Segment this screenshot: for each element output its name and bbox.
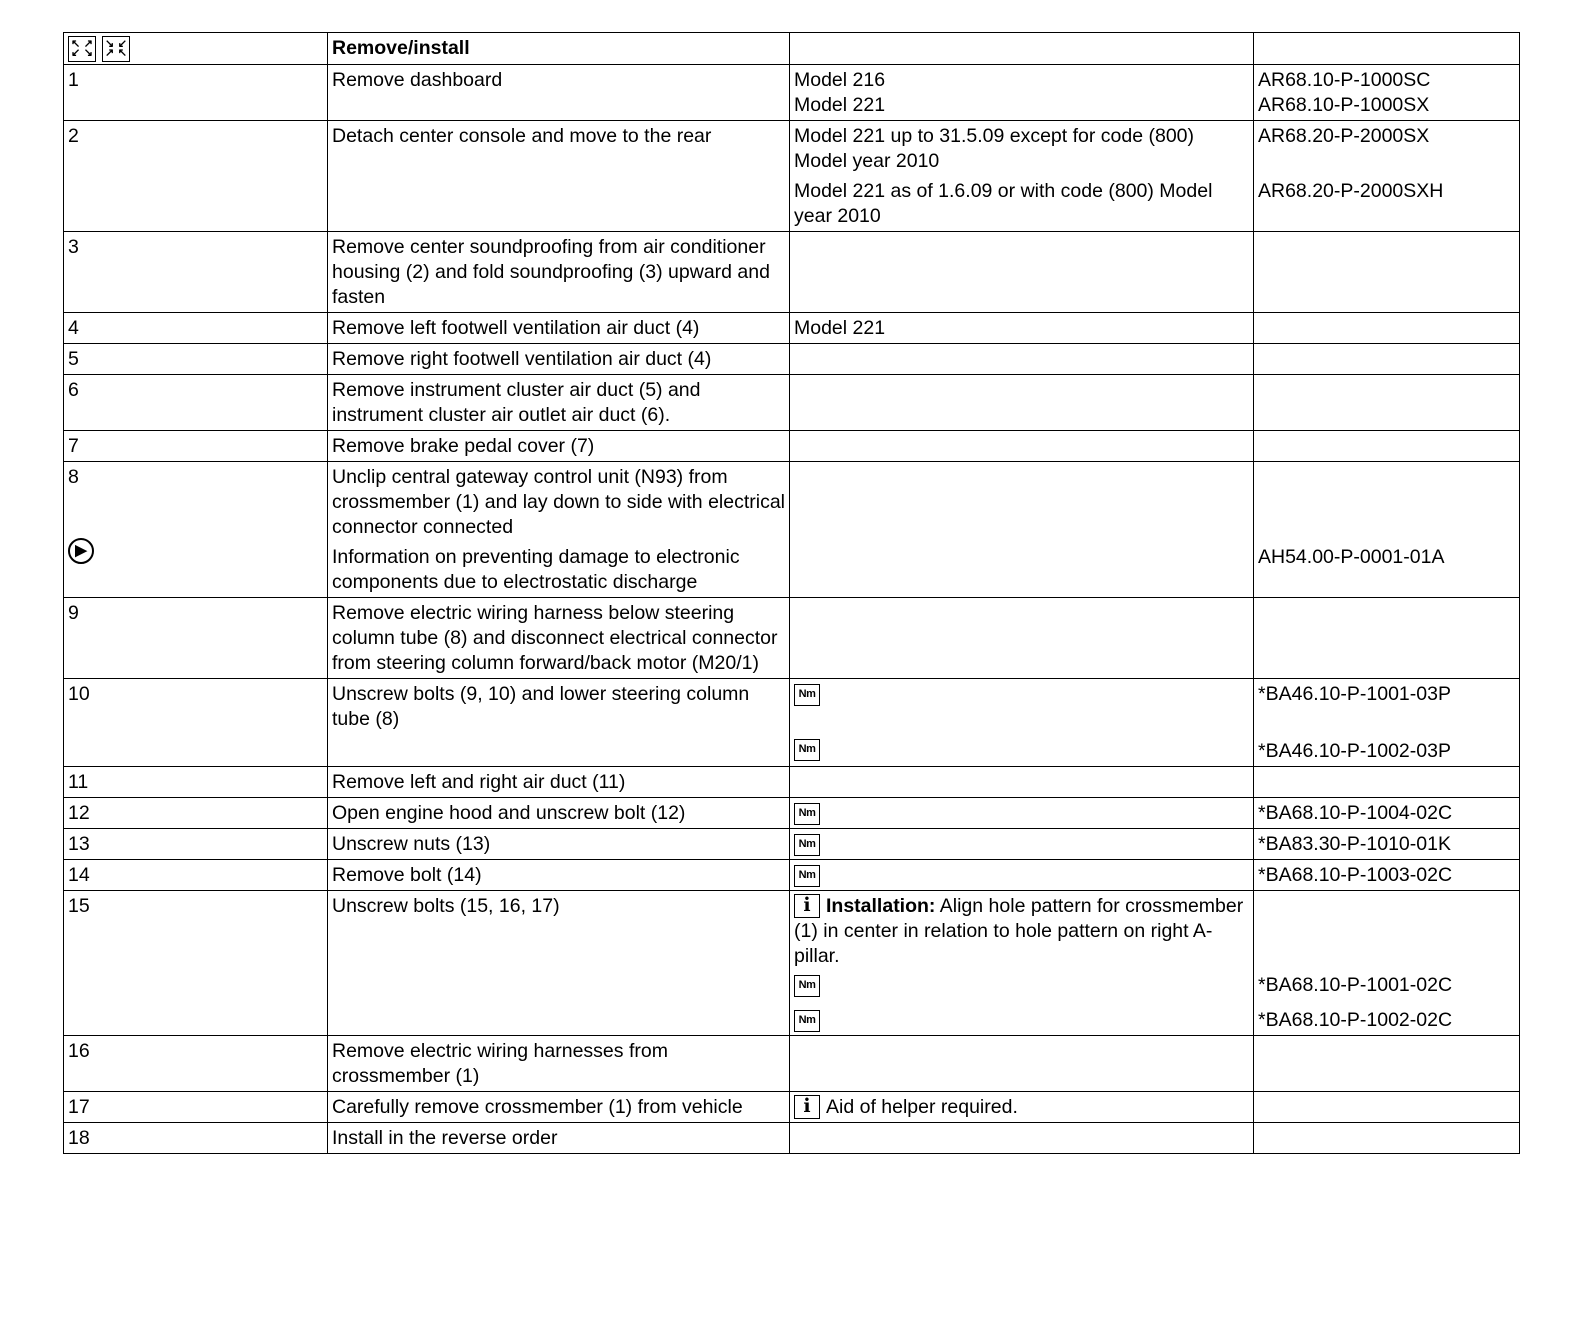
reference-link[interactable]: *BA68.10-P-1004-02C [1254,798,1520,829]
helper-note: Aid of helper required. [826,1096,1018,1118]
step-text: Remove left footwell ventilation air duct (4) [328,313,790,344]
step-text: Unclip central gateway control unit (N93) from crossmember (1) and lay down to side with electrical connector connected [332,466,786,538]
step-text: Remove right footwell ventilation air duct (4) [328,344,790,375]
step-notes [790,767,1254,798]
step-text: Remove bolt (14) [328,860,790,891]
step-refs [1254,313,1520,344]
table-row [64,121,1520,232]
step-refs [1254,679,1520,767]
step-number: 6 [64,375,328,431]
step-number: 8 [68,466,79,488]
step-notes [790,121,1254,232]
table-row [64,891,1520,1036]
step-notes [790,462,1254,598]
step-text: Unscrew nuts (13) [328,829,790,860]
step-text: Remove brake pedal cover (7) [328,431,790,462]
expand-icon[interactable]: ↖ ↗ ↙ ↘ [68,36,96,62]
info-icon: i [794,1095,820,1119]
step-number: 13 [64,829,328,860]
model-note: Model 221 up to 31.5.09 except for code (800) Model year 2010 [794,125,1195,172]
reference-link[interactable]: *BA68.10-P-1001-02C [1258,974,1453,996]
step-number: 2 [64,121,328,232]
header-icons-cell [64,33,328,65]
procedure-table [63,32,1520,1154]
step-notes [790,375,1254,431]
step-text: Remove dashboard [328,65,790,121]
reference-link[interactable]: *BA46.10-P-1002-03P [1258,740,1451,762]
torque-icon[interactable]: Nm [794,865,820,887]
torque-icon[interactable]: Nm [794,803,820,825]
reference-link[interactable]: *BA83.30-P-1010-01K [1254,829,1520,860]
table-row [64,1092,1520,1123]
step-number: 14 [64,860,328,891]
table-row [64,462,1520,598]
header-title: Remove/install [328,33,790,65]
table-row [64,860,1520,891]
step-text: Open engine hood and unscrew bolt (12) [328,798,790,829]
header-empty-cell [1254,33,1520,65]
installation-text: Align hole pattern for crossmember (1) in center in relation to hole pattern on right A-pillar. [794,895,1244,967]
step-text: Remove center soundproofing from air conditioner housing (2) and fold soundproofing (3) upward and fasten [328,232,790,313]
esd-warning-icon: ▶ [68,538,94,564]
step-refs [1254,431,1520,462]
step-text: Carefully remove crossmember (1) from vehicle [328,1092,790,1123]
step-refs [1254,891,1520,1036]
reference-link[interactable]: AR68.10-P-1000SC [1258,69,1431,91]
reference-link[interactable]: AR68.20-P-2000SX [1258,125,1430,147]
reference-link[interactable]: *BA68.10-P-1002-02C [1258,1009,1453,1031]
collapse-icon[interactable]: ↘ ↙ ↗ ↖ [102,36,130,62]
step-notes [790,598,1254,679]
table-row [64,1036,1520,1092]
step-text-cell [328,462,790,598]
reference-link[interactable]: AR68.20-P-2000SXH [1258,180,1444,202]
table-row [64,767,1520,798]
step-refs [1254,1123,1520,1154]
step-notes [790,1092,1254,1123]
step-notes [790,65,1254,121]
step-text: Detach center console and move to the rear [328,121,790,232]
model-note: Model 221 [790,313,1254,344]
table-row [64,598,1520,679]
step-refs [1254,767,1520,798]
torque-icon[interactable]: Nm [794,1010,820,1032]
step-notes [790,1036,1254,1092]
step-number: 10 [64,679,328,767]
step-number: 7 [64,431,328,462]
table-row [64,232,1520,313]
info-icon: i [794,894,820,918]
table-row [64,431,1520,462]
table-row [64,829,1520,860]
step-number: 15 [64,891,328,1036]
step-text: Remove instrument cluster air duct (5) and instrument cluster air outlet air duct (6). [328,375,790,431]
step-refs [1254,65,1520,121]
step-number: 5 [64,344,328,375]
installation-label: Installation: [826,895,936,917]
torque-icon[interactable]: Nm [794,684,820,706]
model-note: Model 221 as of 1.6.09 or with code (800) Model year 2010 [794,180,1213,227]
step-refs [1254,375,1520,431]
table-row [64,1123,1520,1154]
step-text: Remove left and right air duct (11) [328,767,790,798]
step-refs [1254,1036,1520,1092]
step-refs [1254,344,1520,375]
reference-link[interactable]: AH54.00-P-0001-01A [1258,546,1445,568]
step-notes [790,431,1254,462]
step-notes [790,1123,1254,1154]
step-number: 9 [64,598,328,679]
reference-link[interactable]: AR68.10-P-1000SX [1258,94,1430,116]
step-text: Remove electric wiring harness below steering column tube (8) and disconnect electrical connector from steering column forward/back motor (M20/1) [328,598,790,679]
step-notes [790,829,1254,860]
step-number: 4 [64,313,328,344]
step-text: Install in the reverse order [328,1123,790,1154]
step-number: 18 [64,1123,328,1154]
step-number: 3 [64,232,328,313]
step-notes [790,891,1254,1036]
step-refs [1254,121,1520,232]
step-text: Remove electric wiring harnesses from crossmember (1) [328,1036,790,1092]
model-note: Model 216 [794,69,886,91]
torque-icon[interactable]: Nm [794,834,820,856]
step-number: 11 [64,767,328,798]
step-info: Information on preventing damage to electronic components due to electrostatic discharge [332,546,740,593]
installation-note [794,894,1249,969]
model-note: Model 221 [794,94,886,116]
step-text: Unscrew bolts (9, 10) and lower steering column tube (8) [328,679,790,767]
step-number: 17 [64,1092,328,1123]
reference-link[interactable]: *BA46.10-P-1001-03P [1258,683,1451,705]
header-empty-cell [790,33,1254,65]
table-row [64,313,1520,344]
step-number: 12 [64,798,328,829]
step-number: 16 [64,1036,328,1092]
step-number: 1 [64,65,328,121]
step-text: Unscrew bolts (15, 16, 17) [328,891,790,1036]
table-row [64,344,1520,375]
step-number-cell [64,462,328,598]
table-row [64,798,1520,829]
torque-icon[interactable]: Nm [794,739,820,761]
step-refs [1254,598,1520,679]
step-notes [790,860,1254,891]
step-notes [790,232,1254,313]
step-refs [1254,232,1520,313]
step-notes [790,798,1254,829]
table-row [64,679,1520,767]
step-notes [790,344,1254,375]
table-row [64,375,1520,431]
step-refs [1254,462,1520,598]
table-row [64,65,1520,121]
table-header-row [64,33,1520,65]
reference-link[interactable]: *BA68.10-P-1003-02C [1254,860,1520,891]
torque-icon[interactable]: Nm [794,975,820,997]
step-notes [790,679,1254,767]
step-refs [1254,1092,1520,1123]
